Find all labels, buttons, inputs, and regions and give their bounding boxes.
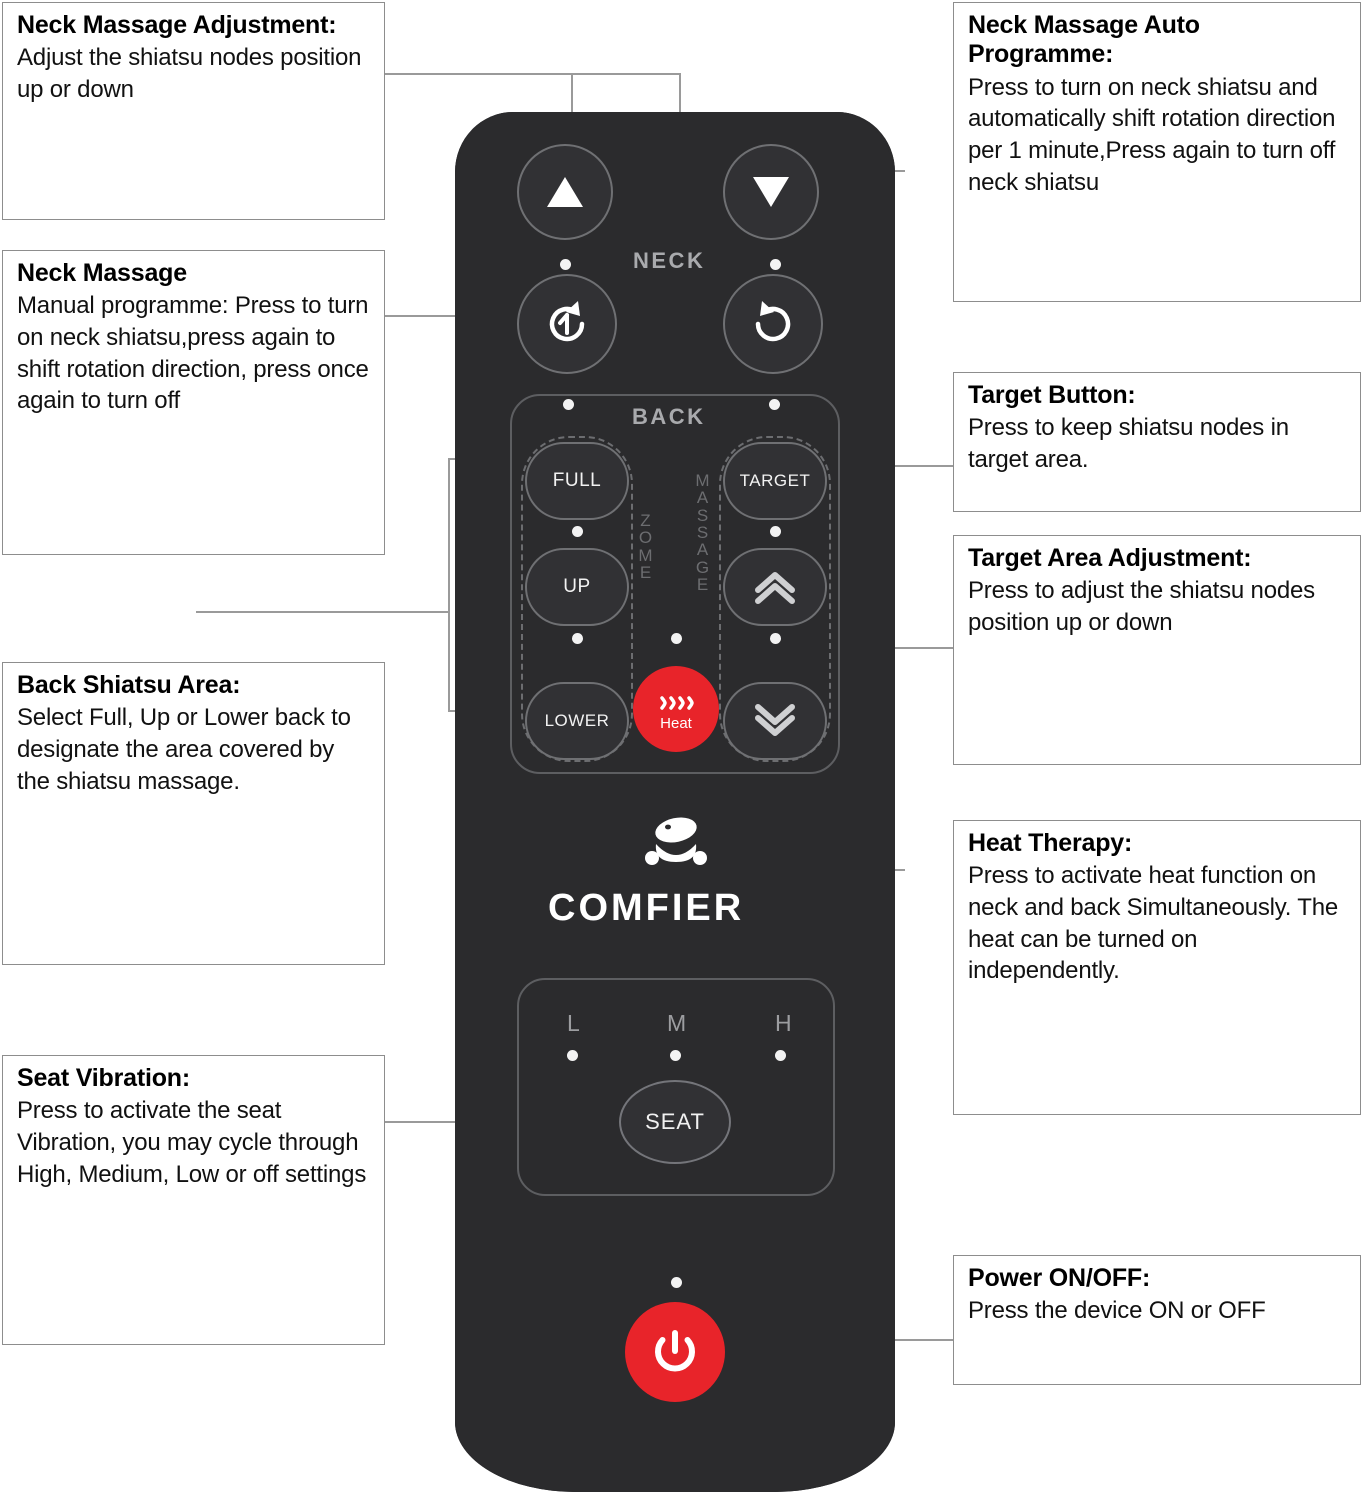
callout-neck-massage-auto	[953, 2, 1361, 302]
callout-heat-therapy	[953, 820, 1361, 1115]
callout-title: Power ON/OFF:	[968, 1264, 1151, 1292]
rotate-left-icon	[538, 295, 596, 353]
seat-button[interactable]: SEAT	[619, 1080, 731, 1164]
massage-label: M A S S A G E	[695, 471, 711, 594]
power-led	[671, 1277, 682, 1288]
heat-waves-icon	[657, 687, 695, 713]
callout-target-area-adjustment	[953, 535, 1361, 765]
target-up-led	[770, 526, 781, 537]
back-full-button[interactable]: FULL	[525, 442, 629, 520]
seat-level-high-label: H	[775, 1010, 792, 1036]
target-down-button[interactable]	[723, 682, 827, 760]
brand-name: COMFIER	[548, 887, 745, 929]
callout-title: Heat Therapy:	[968, 829, 1133, 857]
neck-node-down-button[interactable]	[723, 144, 819, 240]
callout-title: Neck Massage	[17, 259, 187, 287]
target-down-led	[770, 633, 781, 644]
seat-medium-led	[670, 1050, 681, 1061]
heat-label: Heat	[660, 714, 692, 732]
neck-section-label: NECK	[633, 248, 706, 273]
seat-level-medium-label: M	[667, 1010, 687, 1036]
callout-body: Press to turn on neck shiatsu and automatically shift rotation direction per 1 minute,Press again to turn off neck shiatsu	[968, 73, 1336, 196]
callout-seat-vibration	[2, 1055, 385, 1345]
neck-node-up-button[interactable]	[517, 144, 613, 240]
back-section-label: BACK	[632, 404, 706, 429]
neck-manual-led	[560, 259, 571, 270]
back-target-led	[769, 399, 780, 410]
seat-low-led	[567, 1050, 578, 1061]
callout-neck-massage-adjustment	[2, 2, 385, 220]
back-up-led	[572, 526, 583, 537]
neck-auto-led	[770, 259, 781, 270]
power-button[interactable]	[625, 1302, 725, 1402]
seat-level-low-label: L	[567, 1010, 580, 1036]
remote-control	[455, 112, 895, 1492]
back-lower-led	[572, 633, 583, 644]
callout-power-on-off	[953, 1255, 1361, 1385]
neck-manual-button[interactable]	[517, 274, 617, 374]
seat-high-led	[775, 1050, 786, 1061]
back-lower-button[interactable]: LOWER	[525, 682, 629, 760]
callout-neck-massage-manual	[2, 250, 385, 555]
callout-body: Press to activate the seat Vibration, you may cycle through High, Medium, Low or off settings	[17, 1097, 367, 1188]
callout-target-button	[953, 372, 1361, 512]
triangle-up-icon	[545, 175, 585, 209]
callout-body: Press to keep shiatsu nodes in target area.	[968, 414, 1289, 473]
chevron-double-down-icon	[752, 704, 798, 738]
chevron-double-up-icon	[752, 570, 798, 604]
callout-title: Target Area Adjustment:	[968, 544, 1252, 572]
callout-back-shiatsu-area	[2, 662, 385, 965]
callout-body: Select Full, Up or Lower back to designate the area covered by the shiatsu massage.	[17, 704, 351, 795]
triangle-down-icon	[751, 175, 791, 209]
callout-body: Manual programme: Press to turn on neck shiatsu,press again to shift rotation direction, press once again to turn off	[17, 292, 369, 415]
back-full-led	[563, 399, 574, 410]
callout-body: Press to adjust the shiatsu nodes position up or down	[968, 577, 1315, 636]
power-icon	[648, 1325, 702, 1379]
heat-button[interactable]	[633, 666, 719, 752]
callout-title: Neck Massage Auto Programme:	[968, 11, 1200, 69]
mascot-icon	[643, 812, 709, 874]
callout-title: Back Shiatsu Area:	[17, 671, 241, 699]
callout-title: Neck Massage Adjustment:	[17, 11, 337, 39]
rotate-right-icon	[744, 295, 802, 353]
neck-auto-button[interactable]	[723, 274, 823, 374]
zone-label: Z O M E	[638, 511, 654, 582]
callout-body: Press to activate heat function on neck and back Simultaneously. The heat can be turned on independently.	[968, 862, 1339, 985]
callout-body: Adjust the shiatsu nodes position up or down	[17, 44, 362, 103]
comfier-logo-mark	[643, 812, 709, 879]
callout-body: Press the device ON or OFF	[968, 1297, 1266, 1325]
target-up-button[interactable]	[723, 548, 827, 626]
heat-led	[671, 633, 682, 644]
back-up-button[interactable]: UP	[525, 548, 629, 626]
callout-title: Target Button:	[968, 381, 1136, 409]
callout-title: Seat Vibration:	[17, 1064, 190, 1092]
target-button[interactable]: TARGET	[723, 442, 827, 520]
